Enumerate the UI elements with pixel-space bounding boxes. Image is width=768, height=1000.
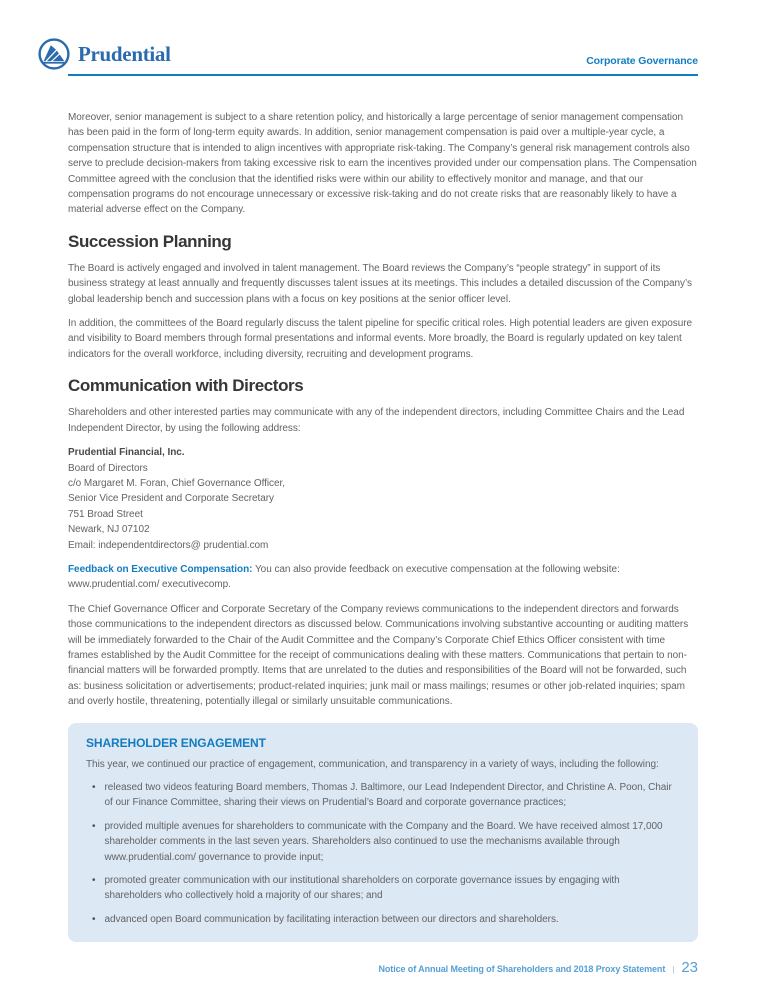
bullet-icon: • [92,913,96,925]
address-company: Prudential Financial, Inc. [68,447,185,459]
page-footer [379,959,699,976]
address-line: Board of Directors [68,462,148,474]
page-body [68,110,698,942]
header-divider [68,74,698,76]
heading-succession-planning: Succession Planning [68,231,232,251]
list-item [86,780,678,811]
engagement-box-intro: This year, we continued our practice of engagement, communication, and transparency in a variety of ways, including the following: [86,758,659,770]
page-number: 23 [681,959,698,976]
address-line: Newark, NJ 07102 [68,524,150,536]
bullet-icon: • [92,875,96,887]
footer-separator: | [672,965,675,974]
feedback-paragraph [68,562,698,593]
bullet-text: advanced open Board communication by facilitating interaction between our directors and shareholders. [104,913,559,925]
address-line: 751 Broad Street [68,508,143,520]
address-email-line: Email: independentdirectors@ prudential.com [68,539,269,551]
brand-wordmark: Prudential [78,41,171,66]
address-line: c/o Margaret M. Foran, Chief Governance Officer, [68,477,285,489]
engagement-bullet-list [86,780,678,927]
bullet-text: released two videos featuring Board members, Thomas J. Baltimore, our Lead Independent Director, and Christine A. Poon, Chair of our Finance Committee, sharing their views on Prudential’s Board and corporate governance practices; [104,782,672,809]
header-row [68,38,698,70]
list-item [86,819,678,865]
succession-paragraph-1: The Board is actively engaged and involved in talent management. The Board reviews the Company’s “people strategy” in support of its business strategy at least annually and frequently discusses talent issues at its meetings. This includes a detailed discussion of the Company’s global leadership bench and succession plans with a focus on key positions at the senior officer level. [68,262,692,305]
engagement-box-heading: SHAREHOLDER ENGAGEMENT [86,735,266,750]
rock-of-gibraltar-icon [38,38,70,70]
intro-paragraph: Moreover, senior management is subject to a share retention policy, and historically a large percentage of senior management compensation has been paid in the form of long-term equity awards. In addition, senior management compensation is paid over a multiple-year cycle, a compensation structure that is intended to align incentives with appropriate risk-taking. The Company’s general risk management controls also serve to preclude decision-makers from taking excessive risk to earn the incentives provided under our compensation plans. The Compensation Committee agreed with the conclusion that the identified risks were within our ability to effectively monitor and manage, and that our compensation programs do not encourage unnecessary or excessive risk-taking and do not create risks that are reasonably likely to have a material adverse effect on the Company. [68,112,697,216]
shareholder-engagement-box [68,723,698,943]
communication-paragraph: Shareholders and other interested parties may communicate with any of the independent directors, including Committee Chairs and the Lead Independent Director, by using the following address: [68,407,685,434]
list-item [86,912,678,927]
footer-document-title: Notice of Annual Meeting of Shareholders and 2018 Proxy Statement [378,964,666,974]
mailing-address-block [68,445,698,553]
communications-handling-paragraph: The Chief Governance Officer and Corporate Secretary of the Company reviews communications to the independent directors and forwards those communications to the independent directors as discussed below. Communications involving substantive accounting or auditing matters will be immediately forwarded to the Chair of the Audit Committee and the Company’s Corporate Chief Ethics Officer consistent with time frames established by the Audit Committee for the receipt of communications dealing with these matters. Communications that pertain to non-financial matters will be forwarded promptly. Items that are unrelated to the duties and responsibilities of the Board will not be forwarded, such as: business solicitation or advertisements; product-related inquiries; junk mail or mass mailings; resumes or other job-related inquiries; spam and overly hostile, threatening, potentially illegal or similarly unsuitable communications. [68,603,689,708]
feedback-text: You can also provide feedback on executive compensation at the following website: www.prudential.com/ executivecomp. [68,563,620,591]
address-line: Senior Vice President and Corporate Secretary [68,493,275,505]
heading-communication-with-directors: Communication with Directors [68,376,304,396]
page-header [68,38,698,76]
prudential-logo [38,38,171,70]
list-item [86,873,678,904]
feedback-label: Feedback on Executive Compensation: [68,563,253,575]
running-head-section: Corporate Governance [586,55,698,67]
bullet-text: provided multiple avenues for shareholders to communicate with the Company and the Board. We have received almost 17,000 shareholder comments in the last seven years. Shareholders also continued to use the mechanisms available through www.prudential.com/ governance to provide input; [104,820,663,863]
bullet-icon: • [92,782,96,793]
bullet-text: promoted greater communication with our institutional shareholders on corporate governance issues by engaging with shareholders who collectively hold a majority of our shares; and [104,875,620,902]
bullet-icon: • [92,820,96,832]
succession-paragraph-2: In addition, the committees of the Board regularly discuss the talent pipeline for specific critical roles. High potential leaders are given exposure and visibility to Board members through formal presentations and informal events. More broadly, the Board is regularly updated on key talent indicators for the overall workforce, including diversity, recruiting and development programs. [68,318,692,360]
